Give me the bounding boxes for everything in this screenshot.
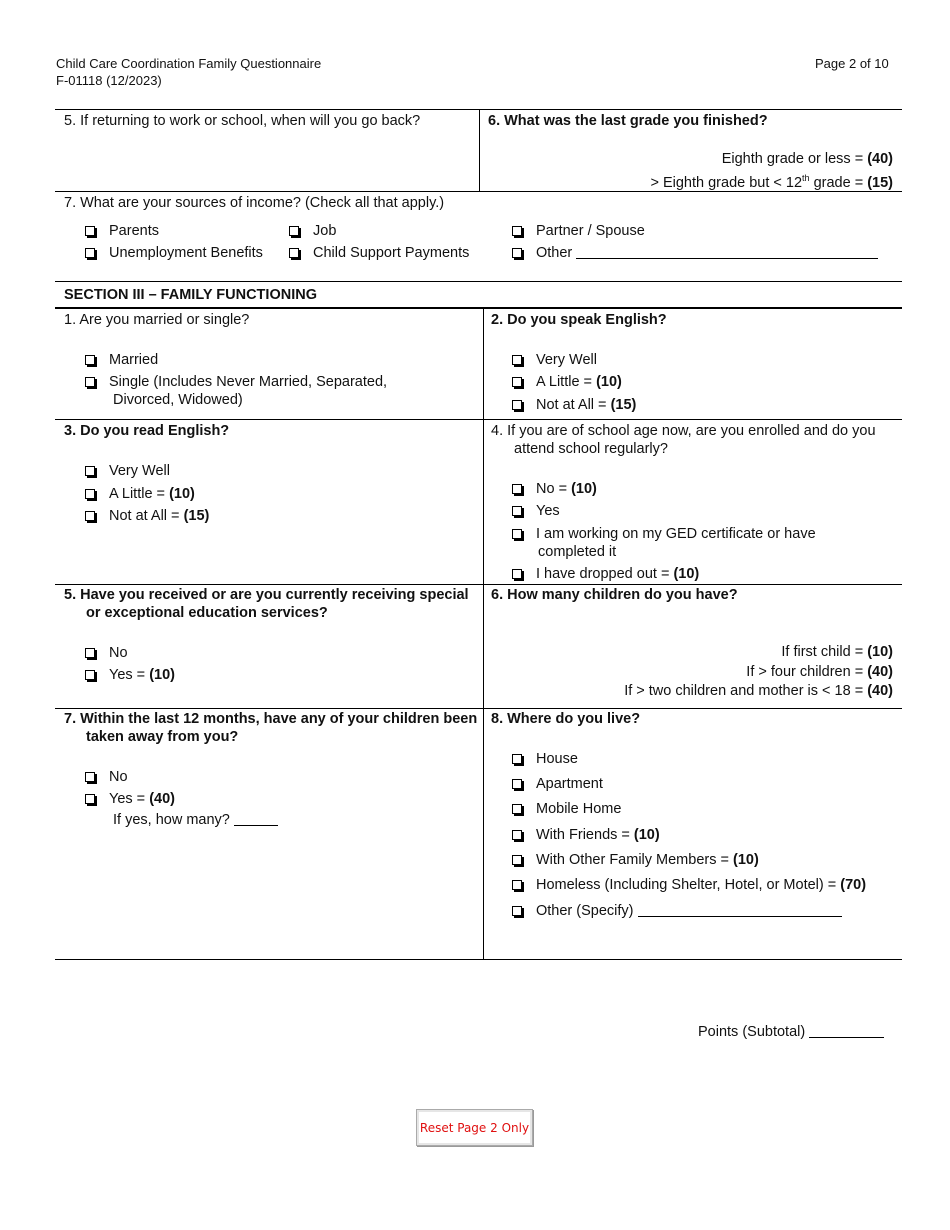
checkbox[interactable] [85,489,95,499]
speak-very-well: Very Well [512,351,597,369]
checkbox[interactable] [85,355,95,365]
question-last-grade: 6. What was the last grade you finished? [488,113,768,129]
checkbox[interactable] [85,648,95,658]
income-other: Other [512,244,878,262]
school-ged: I am working on my GED certificate or have completed it [512,525,878,561]
checkbox[interactable] [512,779,522,789]
checkbox[interactable] [85,226,95,236]
children-taken-no: No [85,768,128,786]
checkbox[interactable] [512,248,522,258]
live-mobile-home: Mobile Home [512,800,621,818]
checkbox[interactable] [85,511,95,521]
divider [55,959,902,960]
how-many-input[interactable] [234,811,278,826]
live-homeless: Homeless (Including Shelter, Hotel, or Motel) = (70) [512,876,866,894]
income-partner: Partner / Spouse [512,222,645,240]
income-other-input[interactable] [576,244,878,259]
special-ed-no: No [85,644,128,662]
school-no: No = (10) [512,480,597,498]
divider [55,307,902,309]
children-mother-under-18: If > two children and mother is < 18 = (40) [624,683,893,699]
form-title: Child Care Coordination Family Questionnaire [56,56,322,71]
checkbox[interactable] [512,569,522,579]
checkbox[interactable] [289,226,299,236]
checkbox[interactable] [512,484,522,494]
live-apartment: Apartment [512,775,603,793]
read-not-at-all: Not at All = (15) [85,507,209,525]
live-with-friends: With Friends = (10) [512,826,660,844]
checkbox[interactable] [289,248,299,258]
checkbox[interactable] [512,355,522,365]
marital-married: Married [85,351,158,369]
special-ed-yes: Yes = (10) [85,666,175,684]
school-dropped-out: I have dropped out = (10) [512,565,699,583]
checkbox[interactable] [512,880,522,890]
school-yes: Yes [512,502,560,520]
income-parents: Parents [85,222,159,240]
grade-option-eighth: Eighth grade or less = (40) [721,151,893,167]
checkbox[interactable] [512,754,522,764]
form-number: F-01118 (12/2023) [56,73,162,88]
divider [55,419,902,420]
question-return-date: 5. If returning to work or school, when will you go back? [64,113,421,129]
question-where-do-you-live: 8. Where do you live? [491,711,641,727]
live-with-family: With Other Family Members = (10) [512,851,759,869]
speak-a-little: A Little = (10) [512,373,622,391]
question-marital-status: 1. Are you married or single? [64,312,250,328]
checkbox[interactable] [85,466,95,476]
page-number: Page 2 of 10 [815,56,889,71]
checkbox[interactable] [512,377,522,387]
divider [55,281,902,282]
checkbox[interactable] [512,400,522,410]
question-speak-english: 2. Do you speak English? [491,312,667,328]
children-first-child: If first child = (10) [781,644,893,660]
live-other-input[interactable] [638,902,842,917]
checkbox[interactable] [85,377,95,387]
checkbox[interactable] [85,670,95,680]
question-number-of-children: 6. How many children do you have? [491,587,738,603]
column-divider [483,308,484,959]
income-unemployment: Unemployment Benefits [85,244,263,262]
question-income-sources: 7. What are your sources of income? (Check all that apply.) [64,195,445,211]
reset-page-button[interactable]: Reset Page 2 Only [416,1109,533,1146]
checkbox[interactable] [512,506,522,516]
checkbox[interactable] [85,248,95,258]
read-very-well: Very Well [85,462,170,480]
checkbox[interactable] [512,855,522,865]
points-subtotal: Points (Subtotal) [698,1023,884,1041]
income-child-support: Child Support Payments [289,244,469,262]
marital-single: Single (Includes Never Married, Separated, Divorced, Widowed) [85,373,443,409]
checkbox[interactable] [512,830,522,840]
checkbox[interactable] [512,529,522,539]
points-subtotal-input[interactable] [809,1023,884,1038]
live-other: Other (Specify) [512,902,842,920]
checkbox[interactable] [512,906,522,916]
checkbox[interactable] [512,804,522,814]
checkbox[interactable] [85,772,95,782]
speak-not-at-all: Not at All = (15) [512,396,636,414]
checkbox[interactable] [512,226,522,236]
grade-option-twelfth: > Eighth grade but < 12th grade = (15) [650,173,893,191]
section-title: SECTION III – FAMILY FUNCTIONING [64,287,317,303]
divider [55,584,902,585]
income-job: Job [289,222,336,240]
children-four-plus: If > four children = (40) [746,664,893,680]
children-taken-how-many: If yes, how many? [113,811,278,829]
question-children-taken: 7. Within the last 12 months, have any of your children been taken away from you? [64,711,478,745]
children-taken-yes: Yes = (40) [85,790,175,808]
divider [55,708,902,709]
checkbox[interactable] [85,794,95,804]
question-read-english: 3. Do you read English? [64,423,230,439]
question-special-education: 5. Have you received or are you currently receiving special or exceptional education services? [64,587,469,621]
column-divider [479,109,480,191]
live-house: House [512,750,578,768]
question-school-enrollment: 4. If you are of school age now, are you enrolled and do you attend school regularly? [491,423,876,457]
read-a-little: A Little = (10) [85,485,195,503]
